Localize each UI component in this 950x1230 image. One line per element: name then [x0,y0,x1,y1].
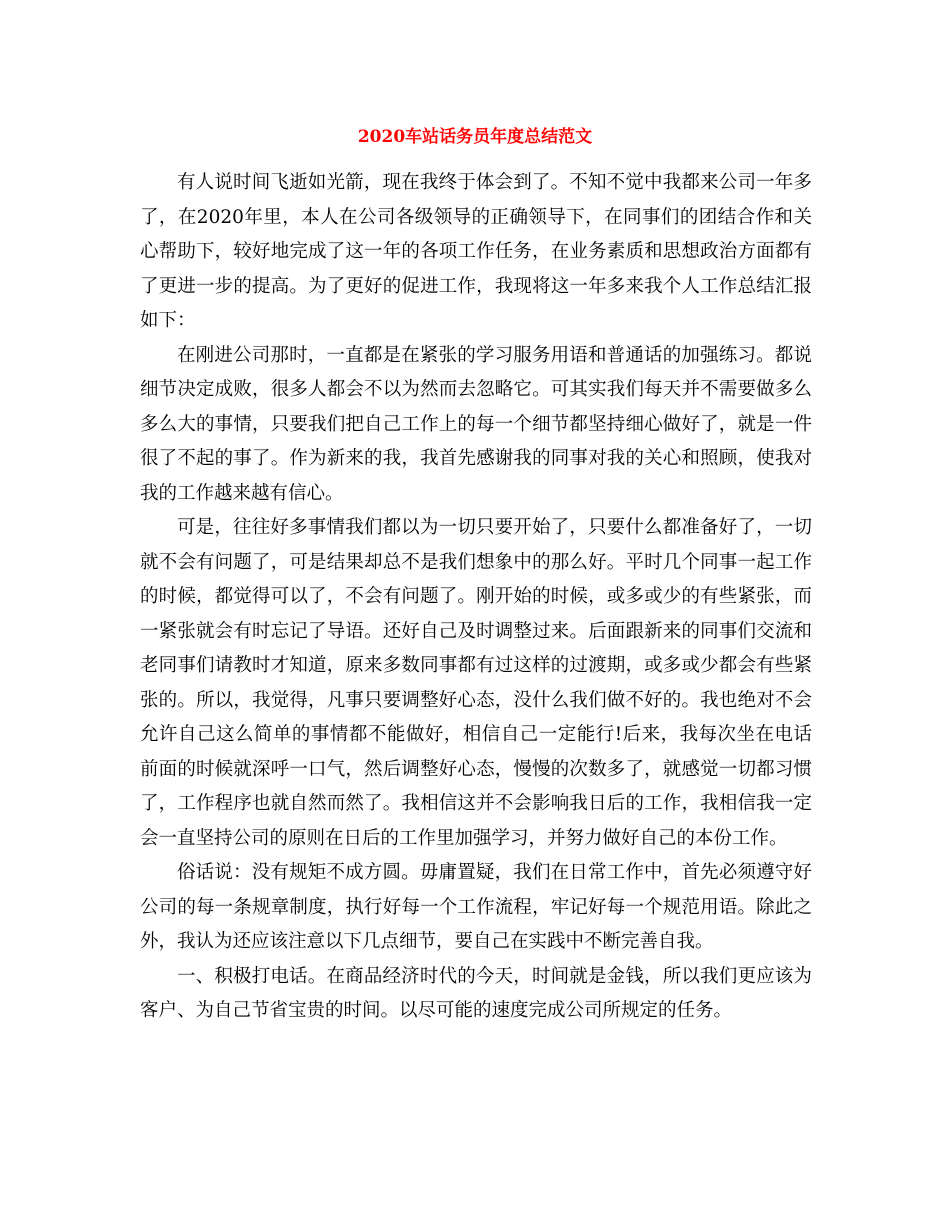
document-body [140,166,812,1029]
paragraph-2: 在刚进公司那时，一直都是在紧张的学习服务用语和普通话的加强练习。都说细节决定成败，很多人都会不以为然而去忽略它。可其实我们每天并不需要做多么多么大的事情，只要我们把自己工作上的每一个细节都坚持细心做好了，就是一件很了不起的事了。作为新来的我，我首先感谢我的同事对我的关心和照顾，使我对我的工作越来越有信心。 [140,344,812,504]
paragraph-4: 俗话说：没有规矩不成方圆。毋庸置疑，我们在日常工作中，首先必须遵守好公司的每一条规章制度，执行好每一个工作流程，牢记好每一个规范用语。除此之外，我认为还应该注意以下几点细节，要自己在实践中不断完善自我。 [140,862,812,952]
paragraph-5: 一、积极打电话。在商品经济时代的今天，时间就是金钱，所以我们更应该为客户、为自己节省宝贵的时间。以尽可能的速度完成公司所规定的任务。 [140,965,812,1021]
paragraph-3: 可是，往往好多事情我们都以为一切只要开始了，只要什么都准备好了，一切就不会有问题了，可是结果却总不是我们想象中的那么好。平时几个同事一起工作的时候，都觉得可以了，不会有问题了。刚开始的时候，或多或少的有些紧张，而一紧张就会有时忘记了导语。还好自己及时调整过来。后面跟新来的同事们交流和老同事们请教时才知道，原来多数同事都有过这样的过渡期，或多或少都会有些紧张的。所以，我觉得，凡事只要调整好心态，没什么我们做不好的。我也绝对不会允许自己这么简单的事情都不能做好，相信自己一定能行!后来，我每次坐在电话前面的时候就深呼一口气，然后调整好心态，慢慢的次数多了，就感觉一切都习惯了，工作程序也就自然而然了。我相信这并不会影响我日后的工作，我相信我一定会一直坚持公司的原则在日后的工作里加强学习，并努力做好自己的本份工作。 [140,517,812,849]
paragraph-1: 有人说时间飞逝如光箭，现在我终于体会到了。不知不觉中我都来公司一年多了，在2020年里，本人在公司各级领导的正确领导下，在同事们的团结合作和关心帮助下，较好地完成了这一年的各项工作任务，在业务素质和思想政治方面都有了更进一步的提高。为了更好的促进工作，我现将这一年多来我个人工作总结汇报如下： [140,172,812,331]
document-title: 2020车站话务员年度总结范文 [357,127,593,147]
